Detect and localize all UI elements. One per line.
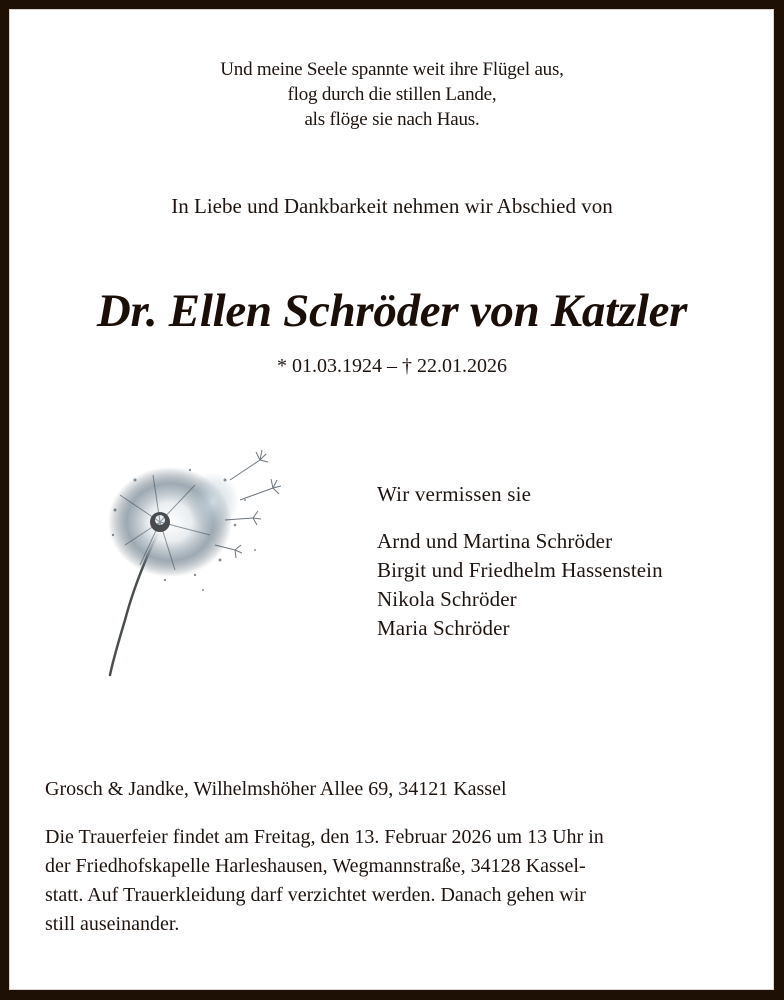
ceremony-line: Die Trauerfeier findet am Freitag, den 13. Februar 2026 um 13 Uhr in [45,826,604,848]
dandelion-watercolor-icon [95,440,305,680]
poem-line: Und meine Seele spannte weit ihre Flügel aus, [220,59,564,80]
funeral-home-address: Grosch & Jandke, Wilhelmshöher Allee 69, 34121 Kassel [45,778,507,800]
mourner-name: Maria Schröder [377,616,510,640]
mourner-name: Nikola Schröder [377,587,517,611]
mourners-lead: Wir vermissen sie [377,482,532,506]
ceremony-line: statt. Auf Trauerkleidung darf verzichtet werden. Danach gehen wir [45,884,586,906]
mourners-section [377,481,663,643]
poem-line: als flöge sie nach Haus. [304,109,480,130]
ceremony-line: der Friedhofskapelle Harleshausen, Wegmannstraße, 34128 Kassel- [45,855,586,877]
farewell-intro: In Liebe und Dankbarkeit nehmen wir Abschied von [171,194,613,218]
mourners-list [377,527,663,643]
poem-line: flog durch die stillen Lande, [287,84,497,105]
ceremony-line: still auseinander. [45,913,180,935]
ceremony-details [45,823,745,939]
deceased-name: Dr. Ellen Schröder von Katzler [96,285,688,337]
poem-verse [0,57,784,132]
mourner-name: Arnd und Martina Schröder [377,529,613,553]
mourner-name: Birgit und Friedhelm Hassenstein [377,558,663,582]
life-dates: * 01.03.1924 – † 22.01.2026 [277,355,507,377]
